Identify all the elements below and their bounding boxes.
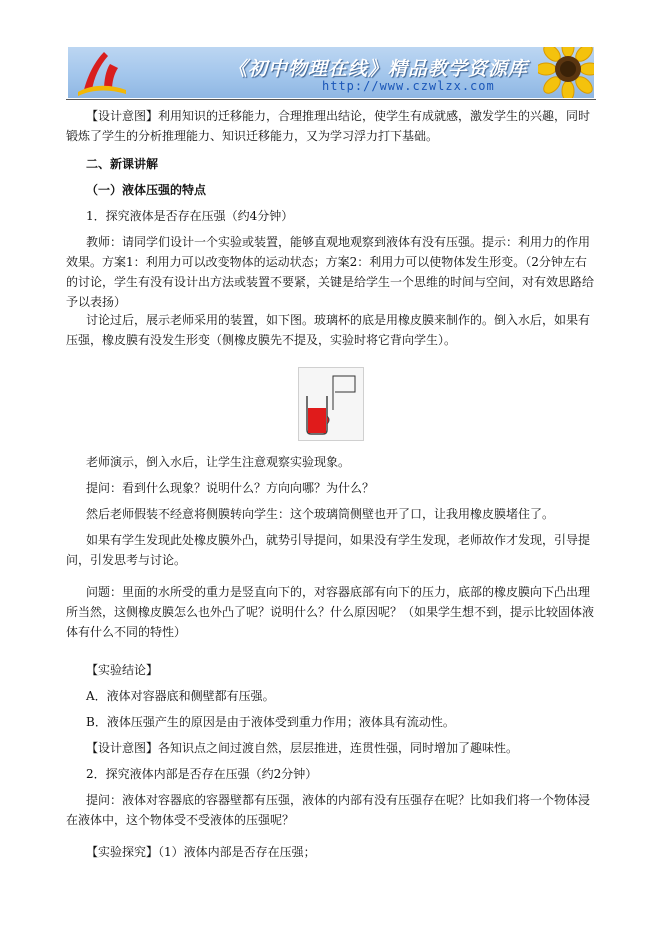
- conclusion-b: B．液体压强产生的原因是由于液体受到重力作用；液体具有流动性。: [86, 715, 455, 729]
- beaker-with-rubber-membrane-icon: [299, 368, 363, 440]
- experiment-inquiry: 【实验探究】（1）液体内部是否存在压强；: [86, 845, 316, 859]
- subsection-heading: （一）液体压强的特点: [86, 183, 207, 197]
- design-intent-2: 【设计意图】各知识点之间过渡自然，层层推进，连贯性强，同时增加了趣味性。: [86, 741, 519, 755]
- problem-paragraph: 问题：里面的水所受的重力是竖直向下的，对容器底部有向下的压力，底部的橡皮膜向下凸出理所当然，这侧橡皮膜怎么也外凸了呢？说明什么？什么原因呢？（如果学生想不到，提示比较固体液体有什么不同的特性）: [66, 585, 595, 639]
- experiment-figure: [298, 367, 364, 441]
- conclusion-heading: 【实验结论】: [86, 663, 159, 677]
- guide-paragraph: 如果有学生发现此处橡皮膜外凸，就势引导提问，如果没有学生发现，老师故作才发现，引导提问，引发思考与讨论。: [66, 533, 591, 567]
- conclusion-a: A．液体对容器底和侧壁都有压强。: [86, 689, 275, 703]
- item-heading-2: 2．探究液体内部是否存在压强（约2分钟）: [86, 767, 318, 781]
- item-heading: 1．探究液体是否存在压强（约4分钟）: [86, 209, 294, 223]
- header-banner: [68, 47, 594, 98]
- header-rule: [66, 99, 596, 100]
- design-intent-paragraph: 【设计意图】利用知识的迁移能力，合理推理出结论，使学生有成就感，激发学生的兴趣，同时锻炼了学生的分析推理能力、知识迁移能力，又为学习浮力打下基础。: [66, 109, 591, 143]
- section-heading: 二、新课讲解: [86, 157, 159, 171]
- sunflower-icon: [538, 47, 594, 98]
- logo-icon: [74, 50, 130, 96]
- inner-pressure-question: 提问：液体对容器底的容器壁都有压强，液体的内部有没有压强存在呢？比如我们将一个物体浸在液体中，这个物体受不受液体的压强呢？: [66, 793, 591, 827]
- discussion-paragraph: 讨论过后，展示老师采用的装置，如下图。玻璃杯的底是用橡皮膜来制作的。倒入水后，如果有压强，橡皮膜有没发生形变（侧橡皮膜先不提及，实验时将它背向学生）。: [66, 313, 591, 347]
- banner-title: 《初中物理在线》精品教学资源库: [228, 58, 529, 80]
- question-paragraph: 提问：看到什么现象？说明什么？方向向哪？为什么？: [86, 481, 375, 495]
- teacher-paragraph: 教师：请同学们设计一个实验或装置，能够直观地观察到液体有没有压强。提示：利用力的作用效果。方案1：利用力可以改变物体的运动状态；方案2：利用力可以使物体发生形变。（2分钟左右的讨论，学生有没有设计出方法或装置不要紧，关键是给学生一个思维的时间与空间，对有效思路给予以表扬）: [66, 235, 595, 309]
- banner-url: http://www.czwlzx.com: [322, 79, 495, 93]
- side-membrane-paragraph: 然后老师假装不经意将侧膜转向学生：这个玻璃筒侧壁也开了口，让我用橡皮膜堵住了。: [86, 507, 555, 521]
- demo-paragraph: 老师演示，倒入水后，让学生注意观察实验现象。: [86, 455, 351, 469]
